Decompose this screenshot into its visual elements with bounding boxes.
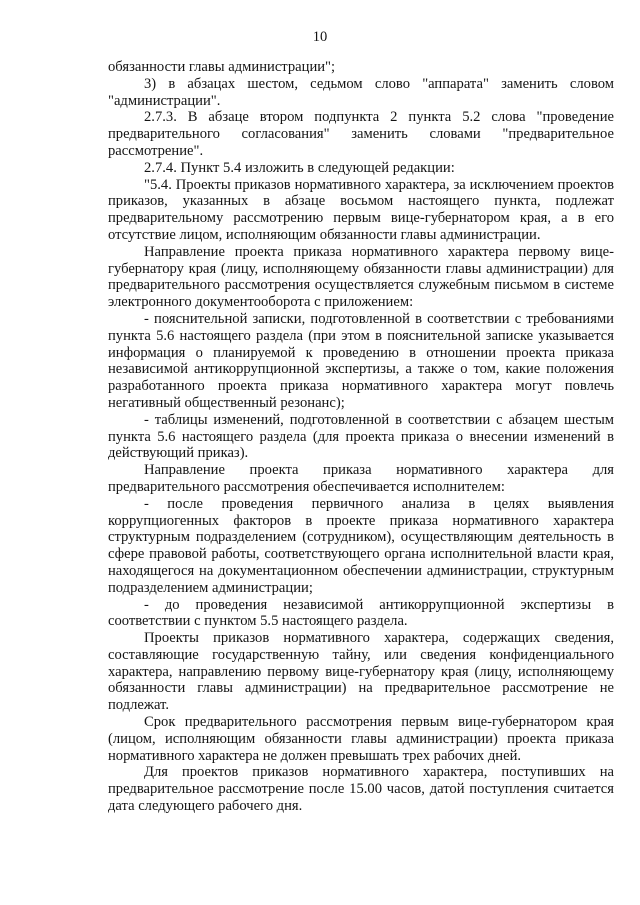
paragraph-5-4: "5.4. Проекты приказов нормативного характера, за исключением проектов приказов, указанных в абзаце восьмом настоящего пункта, подлежат предварительному рассмотрению первым вице-губернатором края, а в его отсутствие лицом, исполняющим обязанности главы администрации.: [108, 176, 614, 243]
list-item-changes-table: - таблицы изменений, подготовленной в соответствии с абзацем шестым пункта 5.6 настоящего раздела (для проекта приказа о внесении изменений в действующий приказ).: [108, 411, 614, 462]
paragraph-receipt-date: Для проектов приказов нормативного характера, поступивших на предварительное рассмотрение после 15.00 часов, датой поступления считается дата следующего рабочего дня.: [108, 764, 614, 815]
paragraph-provision: Направление проекта приказа нормативного характера для предварительного рассмотрения обеспечивается исполнителем:: [108, 462, 614, 495]
list-item-before-expertise: - до проведения независимой антикоррупционной экспертизы в соответствии с пунктом 5.5 настоящего раздела.: [108, 596, 614, 630]
paragraph-2-7-4: 2.7.4. Пункт 5.4 изложить в следующей редакции:: [144, 159, 455, 176]
paragraph-direction: Направление проекта приказа нормативного характера первому вице-губернатору края (лицу, исполняющему обязанности главы администрации) для предварительного рассмотрения осуществляется служебным письмом в системе электронного документооборота с приложением:: [108, 243, 614, 311]
list-item-explanatory-note: - пояснительной записки, подготовленной в соответствии с требованиями пункта 5.6 настоящего раздела (при этом в пояснительной записке указывается информация о планируемой к проведению в отношении проекта приказа независимой антикоррупционной экспертизы, а также о том, какие положения разработанного проекта приказа нормативного характера могут повлечь негативный общественный резонанс);: [108, 310, 614, 411]
paragraph-2-7-3: 2.7.3. В абзаце втором подпункта 2 пункта 5.2 слова "проведение предварительного согласования" заменить словами "предварительное рассмотрение".: [108, 109, 614, 159]
paragraph-item-3: 3) в абзацах шестом, седьмом слово "аппарата" заменить словом "администрации".: [108, 75, 614, 109]
paragraph-review-term: Срок предварительного рассмотрения первым вице-губернатором края (лицом, исполняющим обязанности главы администрации) проекта приказа нормативного характера не должен превышать трех рабочих дней.: [108, 714, 614, 764]
document-body: [108, 59, 614, 815]
page-number: 10: [312, 29, 328, 45]
paragraph-classified-projects: Проекты приказов нормативного характера, содержащих сведения, составляющие государственную тайну, или сведения конфиденциального характера, направлению первому вице-губернатору края (лицу, исполняющему обязанности главы администрации) на предварительное рассмотрение не подлежат.: [108, 630, 614, 714]
list-item-after-analysis: - после проведения первичного анализа в целях выявления коррупциогенных факторов в проекте приказа нормативного характера структурным подразделением (сотрудником), осуществляющим деятельность в сфере правовой работы, соответствующего органа исполнительной власти края, находящегося на документационном обеспечении администрации, структурным подразделением администрации;: [108, 495, 614, 596]
paragraph-continuation: обязанности главы администрации";: [108, 59, 336, 75]
